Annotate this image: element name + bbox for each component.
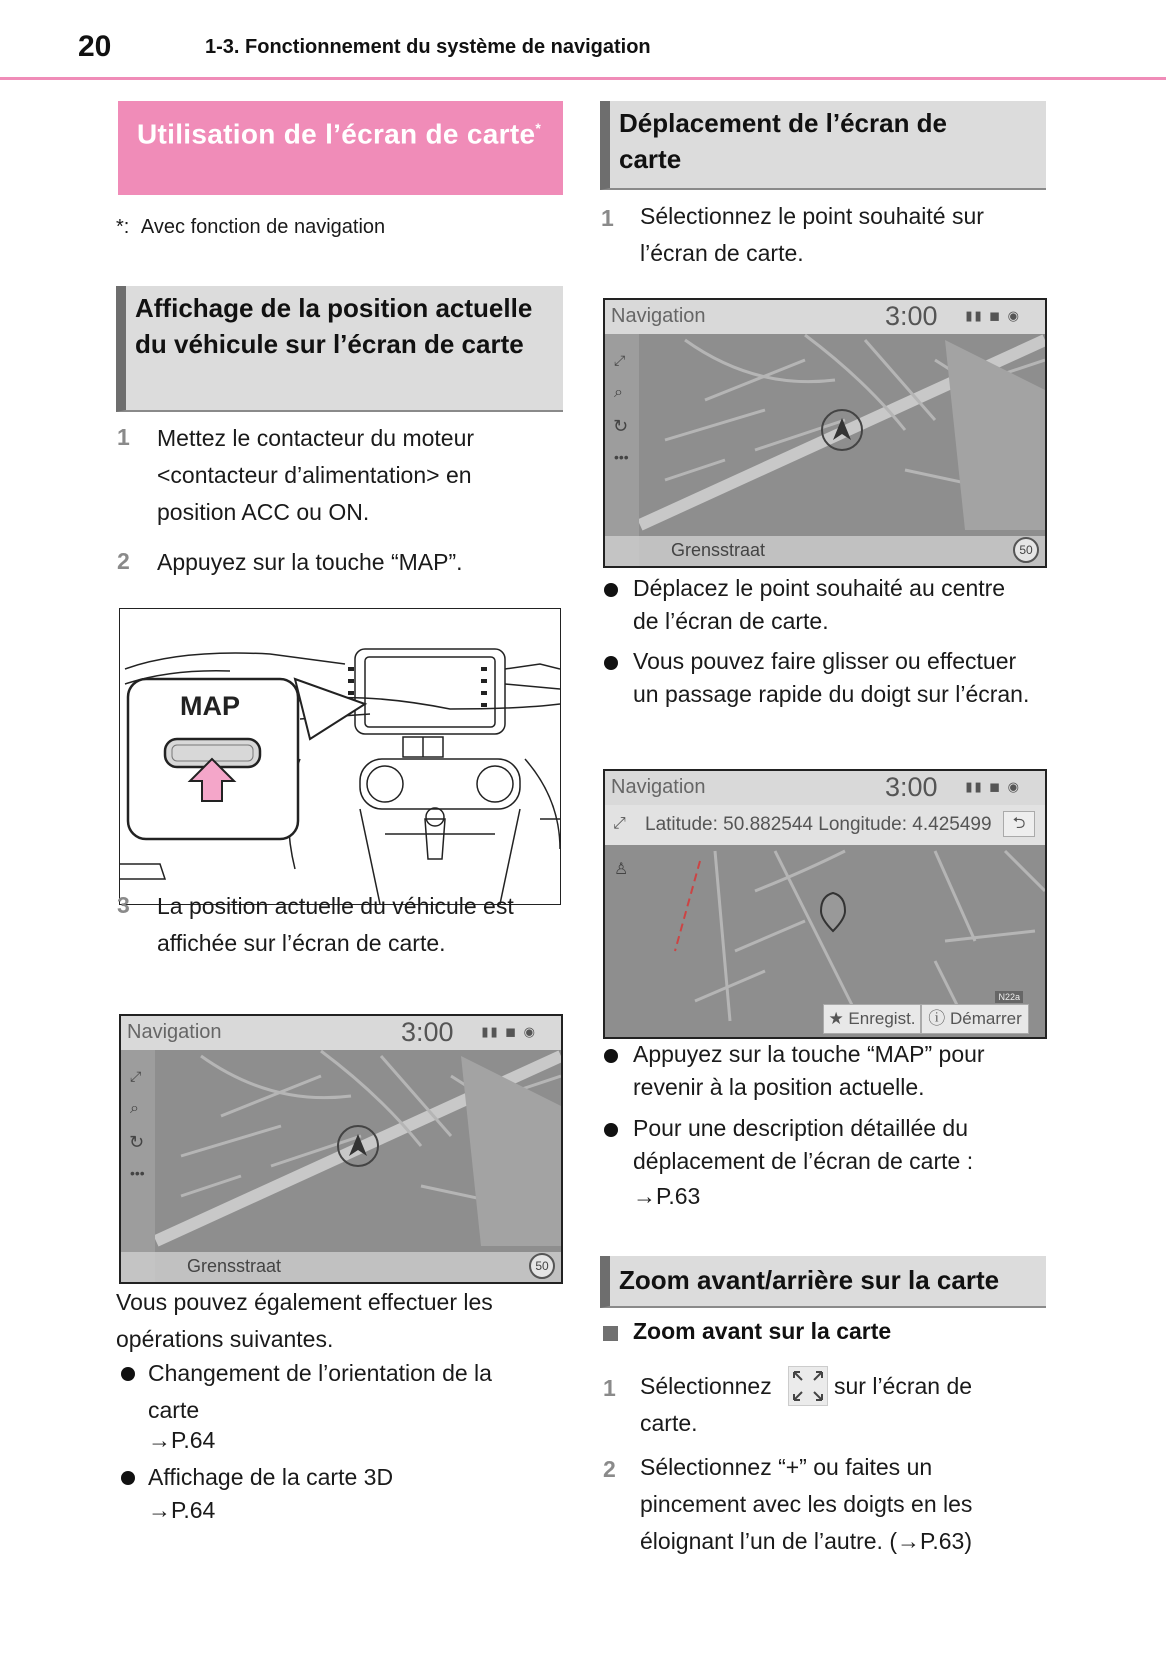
- map-button-label: MAP: [180, 691, 240, 721]
- search-icon[interactable]: ⌕: [614, 384, 623, 401]
- page-ref: →P.63: [633, 1183, 701, 1209]
- map-screen-select-point: [603, 298, 1047, 568]
- clock: 3:00: [885, 772, 938, 802]
- step-number: 1: [603, 1375, 616, 1401]
- also-text: Vous pouvez également effectuer les opérations suivantes.: [116, 1289, 493, 1352]
- speed-limit-badge: 50: [1013, 537, 1039, 563]
- more-icon[interactable]: •••: [130, 1165, 145, 1181]
- bullet-text: Pour une description détaillée du déplacement de l’écran de carte :: [633, 1115, 974, 1174]
- section-heading-position: [116, 286, 563, 412]
- step-number: 2: [603, 1456, 616, 1482]
- road-tag: N22a: [995, 991, 1023, 1003]
- start-button[interactable]: ⓘ Démarrer: [921, 1004, 1029, 1034]
- back-icon[interactable]: ⮌: [1003, 811, 1035, 837]
- save-button[interactable]: ★ Enregist.: [823, 1004, 921, 1034]
- person-icon[interactable]: ♙: [614, 861, 629, 878]
- rotate-icon[interactable]: ↻: [129, 1132, 145, 1152]
- bullet-text: Affichage de la carte 3D: [148, 1464, 394, 1490]
- status-bar: [121, 1016, 561, 1050]
- step-text: La position actuelle du véhicule est affichée sur l’écran de carte.: [157, 893, 514, 956]
- asterisk: *: [535, 120, 542, 136]
- map-screen-current-position: [119, 1014, 563, 1284]
- dashboard-illustration: [119, 608, 561, 905]
- page-ref: →P.64: [148, 1427, 216, 1453]
- speed-limit-badge: 50: [529, 1253, 555, 1279]
- section2-title: Déplacement de l’écran de carte: [619, 108, 948, 174]
- side-toolbar: [605, 334, 639, 566]
- step-number: 1: [601, 205, 614, 231]
- expand-icon[interactable]: ⤢: [613, 815, 626, 832]
- bullet: [604, 1049, 618, 1063]
- step-text: Sélectionnez: [640, 1373, 772, 1399]
- dashboard-drawing: [120, 609, 560, 904]
- step-number: 2: [117, 548, 130, 574]
- section1-title: Affichage de la position actuelle du véhicule sur l’écran de carte: [135, 293, 533, 359]
- side-toolbar: [121, 1050, 155, 1282]
- section3-title: Zoom avant/arrière sur la carte: [619, 1265, 1000, 1295]
- expand-arrows: [789, 1367, 827, 1405]
- bullet-text: Déplacez le point souhaité au centre de l’écran de carte.: [633, 575, 1006, 634]
- map-roads: [121, 1016, 561, 1282]
- street-name: Grensstraat: [671, 540, 766, 560]
- sub-heading-marker: [603, 1326, 618, 1341]
- step-text: Sélectionnez le point souhaité sur l’écran de carte.: [640, 203, 984, 266]
- clock: 3:00: [401, 1017, 454, 1047]
- bullet-text: Changement de l’orientation de la carte: [148, 1360, 492, 1423]
- page-number: 20: [78, 30, 112, 63]
- step-text: sur l’écran de: [834, 1373, 973, 1399]
- step-text: Appuyez sur la touche “MAP”.: [157, 549, 463, 575]
- expand-icon[interactable]: ⤢: [614, 352, 626, 368]
- nav-title: Navigation: [611, 305, 706, 327]
- street-name: Grensstraat: [187, 1256, 282, 1276]
- map-screen-lat-lon: [603, 769, 1047, 1039]
- signal-icon: ▮▮ ◼ ◉: [965, 779, 1021, 794]
- clock: 3:00: [885, 301, 938, 331]
- section-heading-move: [600, 101, 1046, 190]
- step-number: 3: [117, 892, 130, 918]
- footnote-mark: *:: [116, 216, 130, 238]
- step-text: Mettez le contacteur du moteur <contacteur d’alimentation> en position ACC ou ON.: [157, 425, 475, 525]
- signal-icon: ▮▮ ◼ ◉: [481, 1024, 537, 1039]
- street-bar: [605, 536, 1045, 566]
- bullet-text: Appuyez sur la touche “MAP” pour revenir à la position actuelle.: [633, 1041, 985, 1100]
- page-ref: →P.64: [148, 1497, 216, 1523]
- section-heading-zoom: [600, 1256, 1046, 1308]
- more-icon[interactable]: •••: [614, 449, 629, 465]
- pink-title: Utilisation de l’écran de carte: [137, 118, 536, 150]
- start-label: Démarrer: [949, 1009, 1022, 1028]
- bullet: [604, 1123, 618, 1137]
- step-number: 1: [117, 424, 130, 450]
- status-bar: [605, 771, 1045, 805]
- step-text: Sélectionnez “+” ou faites un pincement avec les doigts en les éloignant l’un de l’autre. (→P.63): [640, 1454, 973, 1554]
- header-rule: [0, 77, 1166, 80]
- status-bar: [605, 300, 1045, 334]
- bullet: [604, 583, 618, 597]
- expand-icon[interactable]: ⤢: [130, 1068, 142, 1084]
- step-text: carte.: [640, 1410, 698, 1436]
- bullet: [121, 1367, 135, 1381]
- coordinate-bar: [605, 805, 1045, 845]
- signal-icon: ▮▮ ◼ ◉: [965, 308, 1021, 323]
- sub-title: Zoom avant sur la carte: [633, 1318, 892, 1344]
- map-roads: [605, 300, 1045, 566]
- rotate-icon[interactable]: ↻: [613, 416, 629, 436]
- search-icon[interactable]: ⌕: [130, 1100, 139, 1117]
- bullet: [604, 656, 618, 670]
- zoom-expand-icon: [788, 1366, 828, 1406]
- nav-title: Navigation: [127, 1021, 222, 1043]
- bullet-text: Vous pouvez faire glisser ou effectuer un passage rapide du doigt sur l’écran.: [633, 648, 1030, 707]
- nav-title: Navigation: [611, 776, 706, 798]
- street-bar: [121, 1252, 561, 1282]
- lat-lon-readout: Latitude: 50.882544 Longitude: 4.425499: [645, 814, 992, 835]
- pink-section-heading: [118, 101, 563, 195]
- bullet: [121, 1471, 135, 1485]
- footnote: [116, 209, 385, 246]
- chapter-title: 1-3. Fonctionnement du système de navigation: [205, 36, 651, 58]
- footnote-text: Avec fonction de navigation: [140, 216, 386, 238]
